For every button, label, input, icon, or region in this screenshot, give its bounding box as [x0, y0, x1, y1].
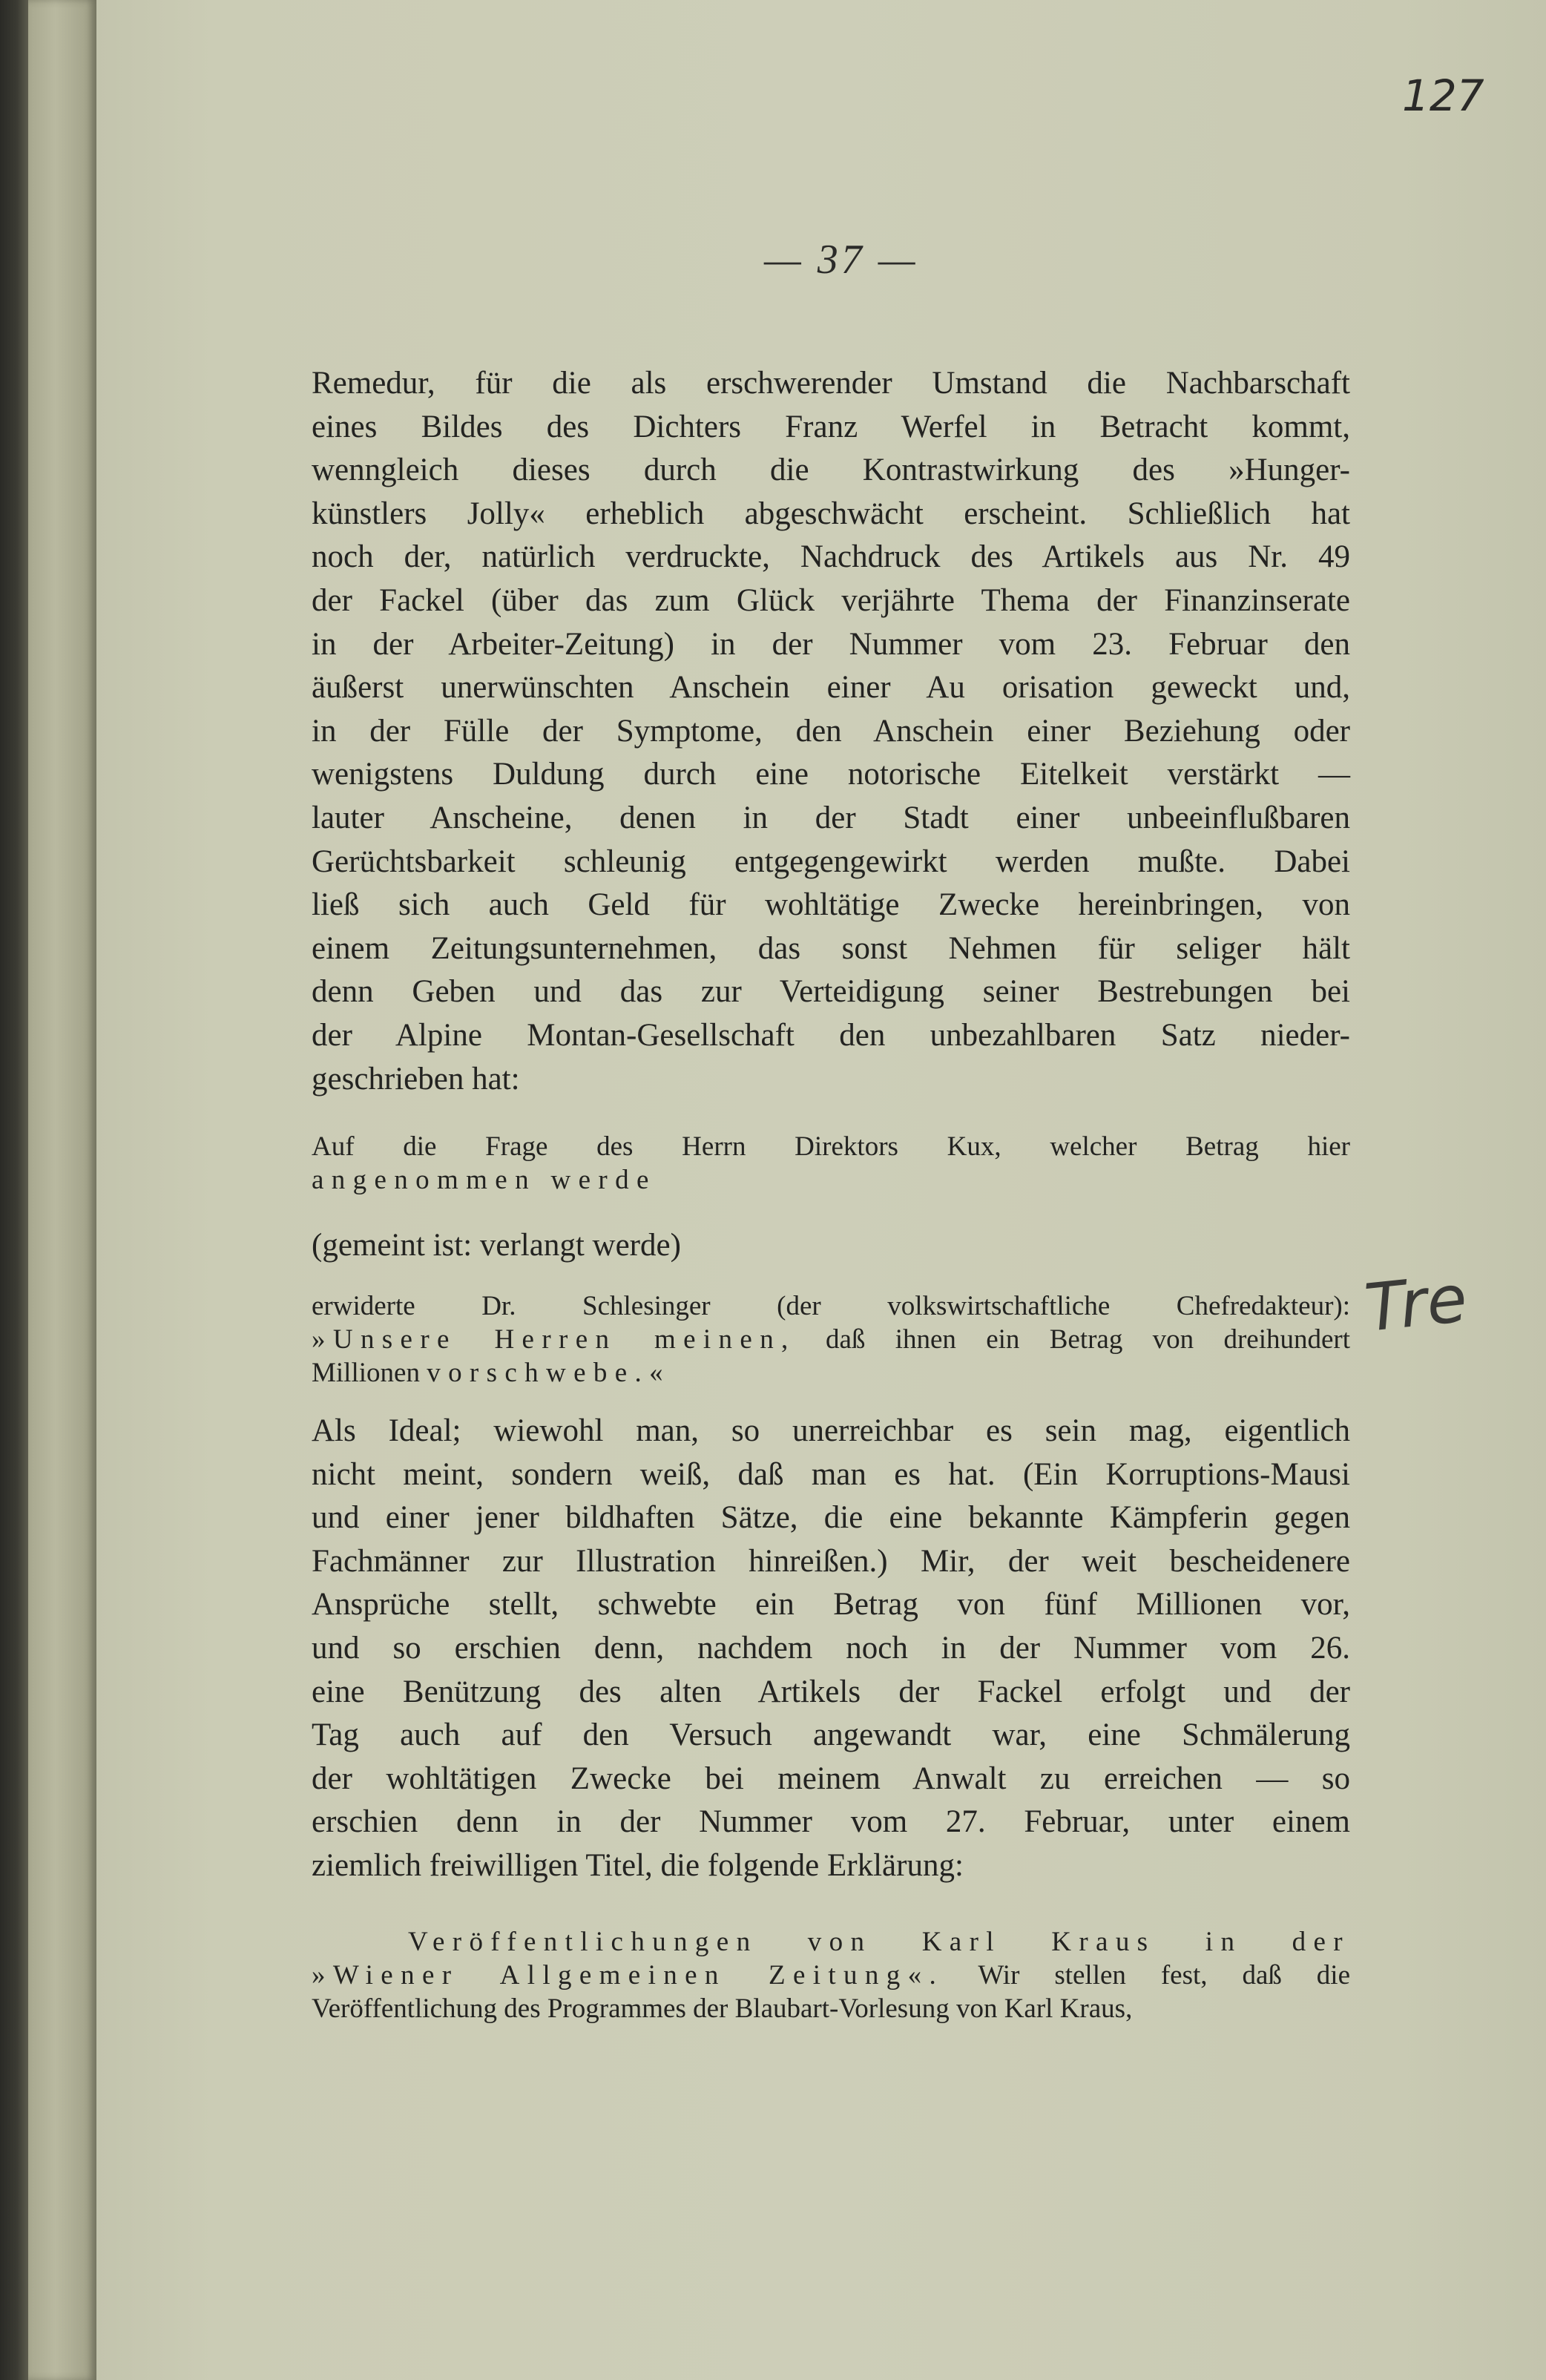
text-line: ziemlich freiwilligen Titel, die folgende Erklärung:: [312, 1847, 964, 1883]
text-line: der Alpine Montan-Gesellschaft den unbezahlbaren Satz nieder-: [312, 1017, 1350, 1053]
page-number: — 37 —: [764, 237, 918, 283]
quote-text: daß ihnen ein Betrag von dreihundert: [826, 1324, 1351, 1355]
text-line: nicht meint, sondern weiß, daß man es hat. (Ein Korruptions-Mausi: [312, 1456, 1350, 1492]
text-line: einem Zeitungsunternehmen, das sonst Nehmen für seliger hält: [312, 930, 1350, 966]
text-line: denn Geben und das zur Verteidigung seiner Bestrebungen bei: [312, 974, 1350, 1010]
quote-line: Veröffentlichung des Programmes der Blaubart-Vorlesung von Karl Kraus,: [312, 1993, 1133, 2024]
text-line: eines Bildes des Dichters Franz Werfel in Betracht kommt,: [312, 409, 1350, 444]
text-line: lauter Anscheine, denen in der Stadt einer unbeeinflußbaren: [312, 800, 1350, 835]
quote-1: [312, 1130, 1350, 1197]
text-line: wenigstens Duldung durch eine notorische Eitelkeit verstärkt —: [312, 757, 1350, 792]
text-line: Fachmänner zur Illustration hinreißen.) Mir, der weit bescheidenere: [312, 1543, 1350, 1579]
text-line: ließ sich auch Geld für wohltätige Zwecke hereinbringen, von: [312, 887, 1350, 923]
insert-remark: [312, 1224, 1350, 1267]
text-line: noch der, natürlich verdruckte, Nachdruck des Artikels aus Nr. 49: [312, 539, 1350, 575]
text-line: Tag auch auf den Versuch angewandt war, eine Schmälerung: [312, 1717, 1350, 1753]
text-line: geschrieben hat:: [312, 1061, 520, 1097]
text-line: der wohltätigen Zwecke bei meinem Anwalt zu erreichen — so: [312, 1761, 1350, 1796]
quote-heading-spaced: Veröffentlichungen von Karl Kraus in der: [408, 1927, 1350, 1957]
text-line: erschien denn in der Nummer vom 27. Februar, unter einem: [312, 1804, 1350, 1840]
text-line: Ansprüche stellt, schwebte ein Betrag von fünf Millionen vor,: [312, 1587, 1350, 1623]
spaced-text: »Unsere Herren meinen,: [312, 1324, 796, 1355]
spaced-text: vorschwebe.«: [427, 1358, 671, 1388]
quote-line: [312, 1356, 1350, 1390]
text-line: äußerst unerwünschten Anschein einer Au orisation geweckt und,: [312, 670, 1350, 706]
book-cover-edge: [28, 0, 96, 2380]
quote-3: [312, 1925, 1350, 2025]
quote-line-spaced: angenommen werde: [312, 1165, 657, 1195]
quote-line: [312, 1959, 1350, 1992]
quote-text: Millionen: [312, 1358, 420, 1388]
paragraph-2: [312, 1410, 1350, 1888]
text-line: und einer jener bildhaften Sätze, die eine bekannte Kämpferin gegen: [312, 1500, 1350, 1536]
text-line: in der Fülle der Symptome, den Anschein einer Beziehung oder: [312, 713, 1350, 749]
text-line: (gemeint ist: verlangt werde): [312, 1228, 681, 1263]
text-line: wenngleich dieses durch die Kontrastwirkung des »Hunger-: [312, 453, 1350, 488]
text-line: Gerüchtsbarkeit schleunig entgegengewirkt werden mußte. Dabei: [312, 844, 1350, 879]
text-line: und so erschien denn, nachdem noch in der Nummer vom 26.: [312, 1630, 1350, 1666]
text-line: der Fackel (über das zum Glück verjährte Thema der Finanzinserate: [312, 582, 1350, 618]
quote-line: [312, 1323, 1350, 1356]
handwritten-margin-note: Tre: [1361, 1260, 1471, 1347]
text-line: in der Arbeiter-Zeitung) in der Nummer vom 23. Februar den: [312, 626, 1350, 662]
quote-2: [312, 1289, 1350, 1390]
text-line: Als Ideal; wiewohl man, so unerreichbar es sein mag, eigentlich: [312, 1413, 1350, 1448]
handwritten-folio-number: 127: [1402, 70, 1484, 121]
quote-text: Wir stellen fest, daß die: [978, 1960, 1350, 1991]
text-line: Remedur, für die als erschwerender Umstand die Nachbarschaft: [312, 366, 1350, 401]
text-line: eine Benützung des alten Artikels der Fackel erfolgt und der: [312, 1674, 1350, 1709]
spaced-text: »Wiener Allgemeinen Zeitung«.: [312, 1960, 944, 1991]
paragraph-1: [312, 362, 1350, 1101]
quote-line: Auf die Frage des Herrn Direktors Kux, welcher Betrag hier: [312, 1131, 1350, 1162]
text-line: künstlers Jolly« erheblich abgeschwächt erscheint. Schließlich hat: [312, 496, 1350, 531]
book-spine-edge: [0, 0, 28, 2380]
quote-line: erwiderte Dr. Schlesinger (der volkswirtschaftliche Chefredakteur):: [312, 1291, 1350, 1321]
